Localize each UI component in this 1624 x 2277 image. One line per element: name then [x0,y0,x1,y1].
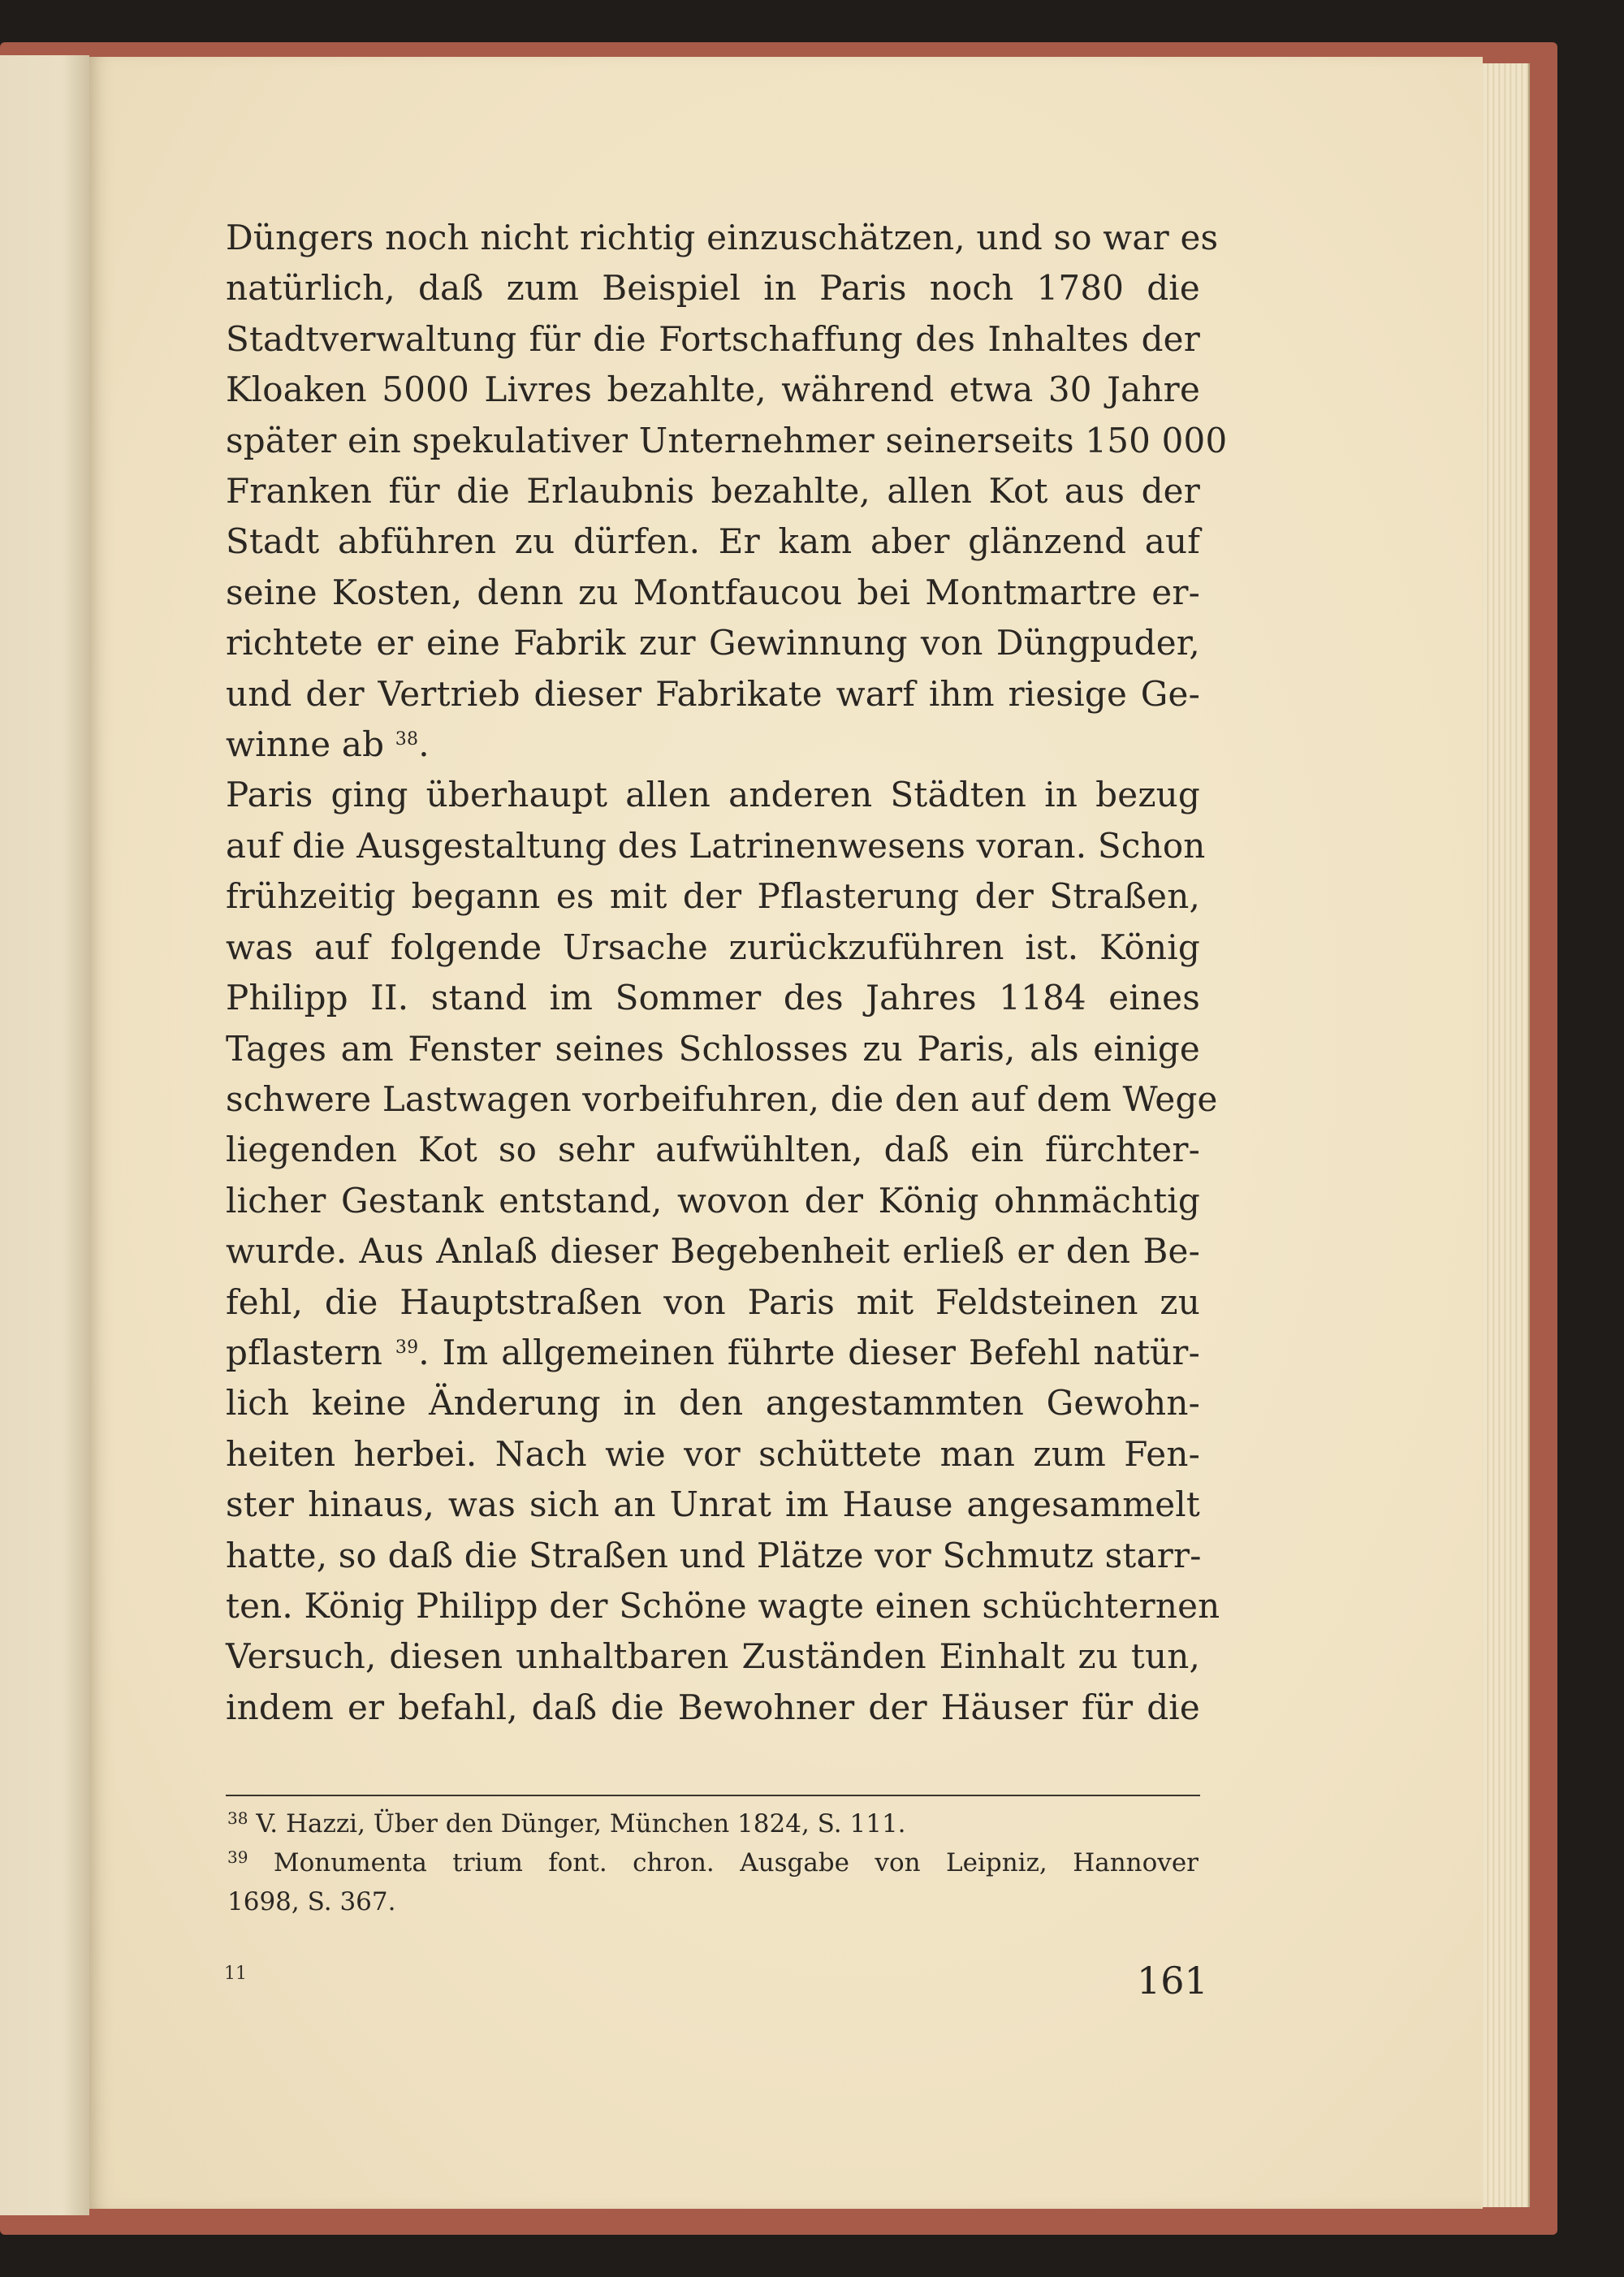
footnote-text: Monumenta trium font. chron. Ausgabe von Leipniz, Hannover [273,1848,1199,1877]
text-line: Philipp II. stand im Sommer des Jahres 1184 eines [226,978,1200,1018]
text-line [226,1328,1200,1378]
text-line: lich keine Änderung in den angestammten Gewohn- [226,1383,1200,1424]
text-line: fehl, die Hauptstraßen von Paris mit Feldsteinen zu [226,1281,1200,1322]
text-line: Paris ging überhaupt allen anderen Städten in bezug [226,775,1200,815]
text-line: was auf folgende Ursache zurückzuführen ist. König [226,927,1200,967]
page-stack-edges [1478,63,1530,2207]
text-line: Düngers noch nicht richtig einzuschätzen, und so war es [226,218,1219,257]
text-line: seine Kosten, denn zu Montfaucou bei Montmartre er- [226,572,1200,612]
page-number: 161 [1137,1959,1208,2003]
text-line: richtete er eine Fabrik zur Gewinnung von Düngpuder, [226,623,1200,663]
footnote-ref-39: 39 [395,1337,419,1358]
footnote-text: V. Hazzi, Über den Dünger, München 1824, S. 111. [256,1809,906,1838]
footnote-39-continuation: 1698, S. 367. [227,1887,396,1916]
text-fragment: pflastern [226,1332,383,1372]
footnote-number: 38 [227,1808,248,1828]
text-line [226,719,1200,770]
text-line: wurde. Aus Anlaß dieser Begebenheit erließ er den Be- [226,1231,1200,1272]
text-line: indem er befahl, daß die Bewohner der Häuser für die [226,1687,1200,1727]
text-line: Stadt abführen zu dürfen. Er kam aber glänzend auf [226,521,1200,562]
footnote-39 [227,1843,1199,1882]
footnote-38 [227,1804,1199,1843]
text-line: Kloaken 5000 Livres bezahlte, während etwa 30 Jahre [226,369,1200,410]
text-line: Franken für die Erlaubnis bezahlte, allen Kot aus der [226,471,1200,512]
text-line: frühzeitig begann es mit der Pflasterung der Straßen, [226,876,1200,917]
text-line: hatte, so daß die Straßen und Plätze vor Schmutz starr- [226,1535,1202,1575]
footnotes [227,1804,1199,1921]
text-line: später ein spekulativer Unternehmer seinerseits 150 000 [226,420,1228,460]
text-line: und der Vertrieb dieser Fabrikate warf ihm riesige Ge- [226,673,1200,714]
text-line: Tages am Fenster seines Schlosses zu Paris, als einige [226,1028,1200,1069]
printer-signature: 11 [224,1964,247,1984]
left-page-edge [0,55,89,2215]
text-line: auf die Ausgestaltung des Latrinenwesens voran. Schon [226,825,1206,866]
text-line: licher Gestank entstand, wovon der König ohnmächtig [226,1180,1200,1221]
footnote-ref-38: 38 [395,729,419,750]
text-line: heiten herbei. Nach wie vor schüttete man zum Fen- [226,1433,1200,1474]
text-fragment: winne ab [226,724,385,765]
footnote-number: 39 [227,1847,248,1867]
text-line: ten. König Philipp der Schöne wagte einen schüchternen [226,1585,1220,1626]
text-line: Stadtverwaltung für die Fortschaffung des Inhaltes der [226,318,1200,359]
text-line: natürlich, daß zum Beispiel in Paris noch 1780 die [226,268,1200,309]
text-line: Versuch, diesen unhaltbaren Zuständen Einhalt zu tun, [226,1636,1200,1677]
text-fragment: . [418,724,430,765]
text-line: liegenden Kot so sehr aufwühlten, daß ein fürchter- [226,1130,1200,1170]
text-fragment: . Im allgemeinen führte dieser Befehl natür- [418,1332,1200,1372]
text-line: schwere Lastwagen vorbeifuhren, die den auf dem Wege [226,1078,1218,1119]
text-line: ster hinaus, was sich an Unrat im Hause angesammelt [226,1484,1200,1525]
body-text [226,213,1228,1733]
footnote-divider [226,1795,1200,1796]
